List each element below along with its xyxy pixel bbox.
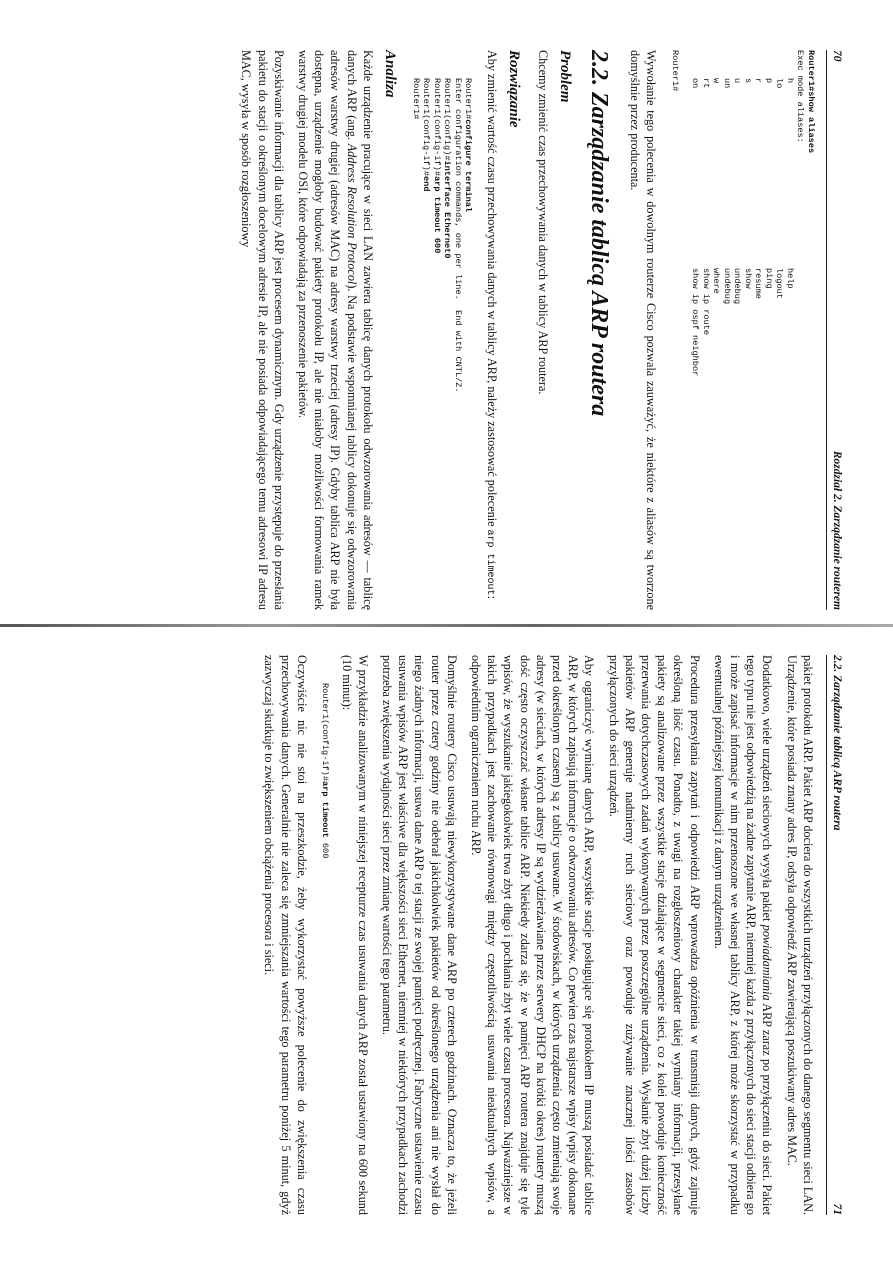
alias-value: logout — [774, 268, 785, 299]
alias-value: where — [711, 268, 722, 294]
alias-key: h — [784, 78, 795, 84]
alias-table — [690, 50, 795, 610]
analysis-paragraph-2: Pozyskiwanie informacji dla tablicy ARP jest procesem dynamicznym. Gdy urządzenie przystępuje do przesłania pakietu do stacji o określonym docelowym adresie IP, ale nie posiada odpowiadającego temu adresowi IP adresu MAC, wysyła w sposób rozgłoszeniowy — [239, 50, 286, 610]
alias-keys — [690, 50, 795, 268]
alias-value: help — [784, 268, 795, 289]
paragraph-5: Domyślnie routery Cisco usuwają niewykorzystywane dane ARP po czterech godzinach. Oznacza to, że jeżeli router przez cztery godziny nie odebrał jakichkolwiek pakietów od określonego urządzenia ani nie wysłał do niego żadnych informacji, usuwa dane ARP o tej stacji ze swojej pamięci podręcznej. Fabryczne ustawienie czasu usuwania wpisów ARP jest właściwe dla większości sieci Ethernet, niemniej w niektórych przypadkach zachodzi potrzeba zwiększenia wydajności sieci przez zmianę wartości tego parametru. — [379, 655, 459, 1215]
alias-value: resume — [753, 268, 764, 299]
solution-text: Aby zmienić wartość czasu przechowywania danych w tablicy ARP, należy zastosować polecenie arp timeout: — [484, 50, 500, 599]
page-71-region — [0, 625, 893, 1263]
alias-key: u — [732, 78, 743, 84]
alias-prompt-line: Router1#show aliases — [805, 50, 816, 154]
code-line: Router1(config-if)#end — [421, 78, 432, 192]
page-70 — [230, 50, 845, 610]
alias-value: undebug — [732, 268, 743, 305]
timeout-code-block — [320, 683, 331, 1215]
running-head — [826, 50, 845, 610]
page-number: 70 — [831, 50, 843, 62]
alias-value: undebug — [721, 268, 732, 305]
code-line: Router1# — [410, 78, 421, 120]
problem-text: Chcemy zmienić czas przechowywania danych w tablicy ARP routera. — [535, 50, 550, 395]
page-70-region — [0, 0, 893, 625]
heading-analysis: Analiza — [382, 50, 399, 98]
alias-key: p — [763, 78, 774, 84]
alias-end-prompt: Router1# — [669, 50, 680, 92]
page-71 — [253, 655, 845, 1215]
alias-key: on — [690, 78, 701, 89]
page-number: 71 — [831, 1203, 843, 1215]
alias-key: w — [711, 78, 722, 84]
alias-header-line: Exec mode aliases: — [795, 50, 806, 143]
alias-value: show — [742, 268, 753, 289]
running-head-title: Rozdział 2. Zarządzanie routerem — [831, 450, 843, 610]
analysis-paragraph-1: Każde urządzenie pracujące w sieci LAN zawiera tablicę danych protokołu odwzorowania adresów — tablicę danych ARP (ang. Address Resolution Protocol). Na podstawie wspomnianej tablicy dokonuje się odwzorowania adresów warstwy drugiej (adresów MAC) na adresy warstwy trzeciej (adresy IP). Gdyby tablica ARP nie była dostępna, urządzenie mogłoby budować pakiety protokołu IP, ale nie miałoby możliwości formowania ramek warstwy drugiej modelu OSI, które odpowiadają za przenoszenie pakietów. — [296, 50, 375, 610]
alias-listing — [669, 50, 816, 610]
alias-key: un — [721, 78, 732, 89]
alias-key: r — [753, 78, 764, 84]
running-head — [826, 655, 845, 1215]
config-code-block — [410, 78, 473, 610]
paragraph-6: W przykładzie analizowanym w niniejszej recepturze czas usuwania danych ARP został ustawiony na 600 sekund (10 minut): — [339, 655, 370, 1215]
paragraph-2: Dodatkowo, wiele urządzeń sieciowych wysyła pakiet powiadamiania ARP zaraz po przyłączeniu do sieci. Pakiet tego typu nie jest odpowiedzią na żadne zapytanie ARP, niemniej każda z przyłączonych do sieci stacji odbiera go i może zapisać informacje w nim przenoszone we własnej tablicy ARP, z której może skorzystać w przypadku ewentualnej późniejszej komunikacji z danym urządzeniem. — [711, 655, 775, 1215]
paragraph-3: Procedura przesyłania zapytań i odpowiedzi ARP wprowadza opóźnienia w transmisji danych, gdyż zajmuje określoną ilość czasu. Ponadto, z uwagi na rozgłoszeniowy charakter takiej wymiany informacji, przesyłane pakiety są analizowane przez wszystkie stacje działające w segmencie sieci, co z kolei powoduje konieczność przerwania dotychczasowych zadań wykonywanych przez poszczególne urządzenia. Wysłanie zbyt dużej liczby pakietów ARP generuje nadmierny ruch sieciowy oraz powoduje zużywanie znacznej ilości zasobów przyłączonych do sieci urządzeń. — [606, 655, 702, 1215]
alias-values — [690, 268, 795, 610]
paragraph-7: Oczywiście nic nie stoi na przeszkodzie, żeby wykorzystać powyższe polecenie do zwiększenia czasu przechowywania danych. Generalnie nie zaleca się zmniejszania wartości tego parametru poniżej 5 minut, gdyż zazwyczaj skutkuje to zwiększeniem obciążenia procesora i sieci. — [262, 655, 309, 1215]
alias-value: ping — [763, 268, 774, 289]
alias-value: show ip route — [700, 268, 711, 336]
alias-value: show ip ospf neighbor — [690, 268, 701, 377]
running-head-title: 2.2. Zarządzanie tablicą ARP routera — [831, 655, 843, 831]
code-line: Router1(config-if)#arp timeout 600 — [431, 78, 442, 254]
paragraph-4: Aby ograniczyć wymianę danych ARP, wszystkie stacje posługujące się protokołem IP muszą posiadać tablice ARP, w których zapisują informacje o odwzorowaniu adresów. Co pewien czas najstarsze wpisy (wpisy dokonane przed określonym czasem) są z tablicy usuwane. W środowiskach, w których urządzenia często zmieniają swoje adresy (w sieciach, w których adresy IP są wydzierżawiane przez serwery DHCP na krótki okres) routery muszą dość często oczyszczać własne tablice ARP. Niekiedy zdarza się, że w pamięci ARP routera znajduje się tyle wpisów, że wyszukanie jakiegokolwiek trwa zbyt długo i pochłania zbyt wiele czasu procesora. Najważniejsze w takich przypadkach jest zachowanie równowagi między częstotliwością usuwania nieaktualnych wpisów, a odpowiednim ograniczeniem ruchu ARP. — [468, 655, 597, 1215]
alias-key: lo — [774, 78, 785, 89]
heading-solution: Rozwiązanie — [506, 50, 523, 128]
code-line: Router1(config)#interface Ethernet0 — [442, 78, 453, 259]
paragraph-1: pakiet protokołu ARP. Pakiet ARP dociera do wszystkich urządzeń przyłączonych do danego segmentu sieci LAN. Urządzenie, które posiada znany adres IP, odsyła odpowiedź ARP zawierającą poszukiwany adres MAC. — [784, 655, 815, 1215]
code-line: Router1#configure terminal — [463, 78, 474, 213]
code-line: Enter configuration commands, one per line. End with CNTL/Z. — [452, 78, 463, 393]
heading-problem: Problem — [556, 50, 573, 103]
alias-key: rt — [700, 78, 711, 89]
code-line: Router1(config-if)#arp timeout 600 — [320, 683, 331, 859]
alias-key: s — [742, 78, 753, 84]
section-title: 2.2. Zarządzanie tablicą ARP routera — [585, 50, 612, 417]
intro-paragraph: Wywołanie tego polecenia w dowolnym routerze Cisco pozwala zauważyć, że niektóre z aliasów są tworzone domyślnie przez producenta. — [628, 50, 659, 610]
